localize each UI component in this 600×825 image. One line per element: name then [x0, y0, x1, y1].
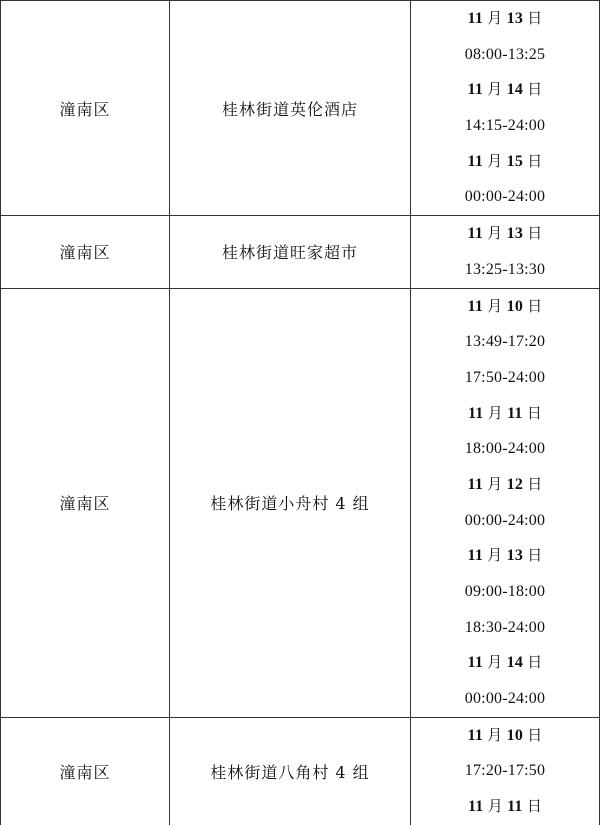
schedule-cell	[411, 288, 600, 717]
table-row	[1, 216, 600, 288]
schedule-date: 11 月 10 日	[467, 725, 543, 744]
table-row	[1, 717, 600, 825]
schedule-time: 17:20-17:50	[464, 762, 546, 780]
district-cell: 潼南区	[1, 288, 170, 717]
schedule-date: 11 月 11 日	[467, 403, 543, 422]
schedule-cell	[411, 1, 600, 216]
schedule-time: 17:50-24:00	[464, 368, 546, 386]
location-cell: 桂林街道旺家超市	[170, 216, 411, 288]
schedule-cell	[411, 717, 600, 825]
schedule-date: 11 月 13 日	[467, 9, 543, 27]
schedule-time: 00:00-24:00	[464, 690, 546, 708]
schedule-time: 14:15-24:00	[464, 117, 546, 135]
district-cell: 潼南区	[1, 1, 170, 216]
schedule-time: 08:00-13:25	[464, 45, 546, 63]
schedule-time: 13:25-13:30	[464, 260, 546, 278]
district-cell: 潼南区	[1, 717, 170, 825]
table-row	[1, 1, 600, 216]
table-row	[1, 288, 600, 717]
location-cell: 桂林街道八角村 4 组	[170, 717, 411, 825]
schedule-time: 13:49-17:20	[464, 333, 546, 351]
table-body	[1, 1, 600, 825]
schedule-date: 11 月 10 日	[467, 296, 543, 315]
schedule-date: 11 月 13 日	[467, 224, 543, 243]
schedule-date: 11 月 12 日	[467, 474, 543, 493]
schedule-date: 11 月 11 日	[467, 797, 543, 816]
schedule-date: 11 月 13 日	[467, 546, 543, 565]
schedule-date: 11 月 14 日	[467, 653, 543, 672]
schedule-time: 18:30-24:00	[464, 618, 546, 636]
location-cell: 桂林街道英伦酒店	[170, 1, 411, 216]
schedule-time: 09:00-18:00	[464, 583, 546, 600]
schedule-cell	[411, 216, 600, 288]
schedule-date: 11 月 15 日	[467, 151, 543, 170]
schedule-time: 00:00-24:00	[464, 188, 546, 206]
location-cell: 桂林街道小舟村 4 组	[170, 288, 411, 717]
district-cell: 潼南区	[1, 216, 170, 288]
schedule-time: 18:00-24:00	[464, 440, 546, 458]
schedule-date: 11 月 14 日	[467, 80, 543, 99]
schedule-time: 00:00-24:00	[464, 511, 546, 529]
